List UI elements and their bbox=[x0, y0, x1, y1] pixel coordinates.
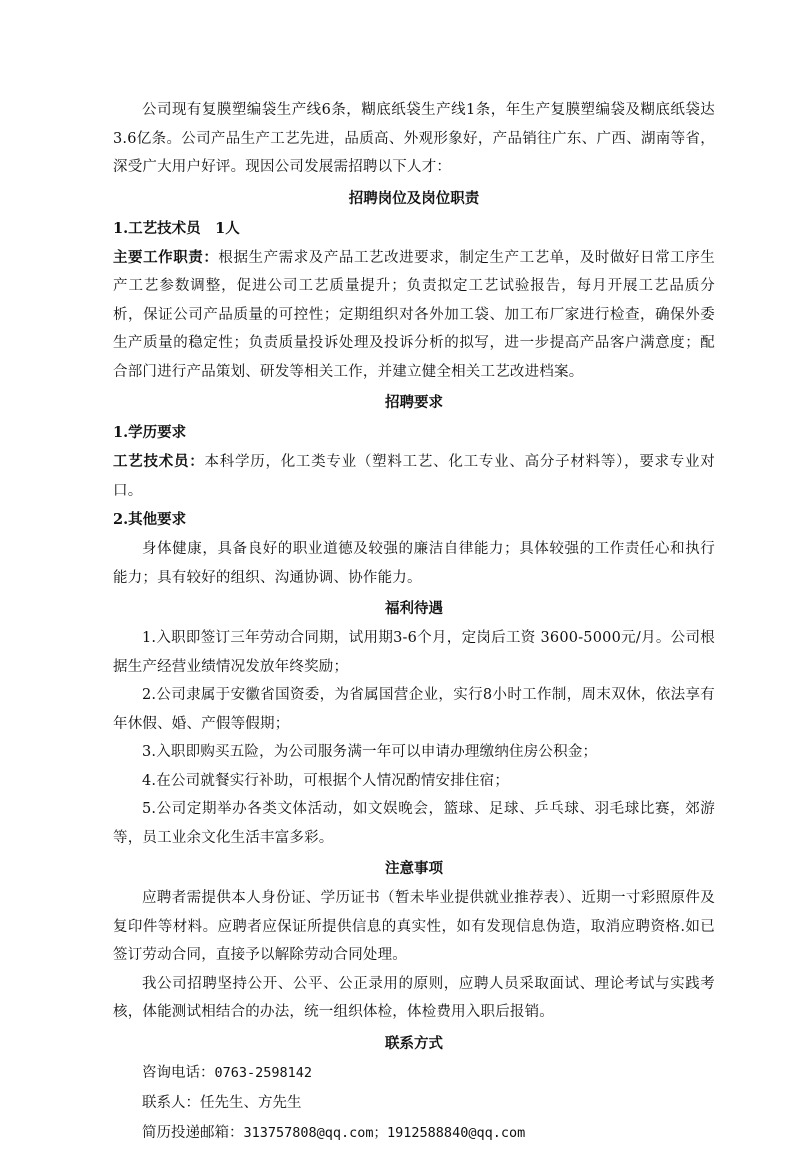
intro-paragraph: 公司现有复膜塑编袋生产线6条，糊底纸袋生产线1条，年生产复膜塑编袋及糊底纸袋达 3.6亿条。公司产品生产工艺先进，品质高、外观形象好，产品销往广东、广西、湖南等省，深受广大用户好评。现因公司发展需招聘以下人才： bbox=[113, 102, 715, 175]
benefit-item-4: 4.在公司就餐实行补助，可根据个人情况酌情安排住宿； bbox=[142, 772, 510, 789]
phone-label: 咨询电话： bbox=[142, 1064, 215, 1081]
duty-text: 根据生产需求及产品工艺改进要求，制定生产工艺单，及时做好日常工序生产工艺参数调整，促进公司工艺质量提升；负责拟定工艺试验报告，每月开展工艺品质分析，保证公司产品质量的可控性；定期组织对各外加工袋、加工布厂家进行检查，确保外委生产质量的稳定性；负责质量投诉处理及投诉分析的拟写，进一步提高产品客户满意度；配合部门进行产品策划、研发等相关工作，并建立健全相关工艺改进档案。 bbox=[113, 249, 715, 380]
contact-phone-line bbox=[113, 1059, 715, 1087]
notes-heading: 注意事项 bbox=[385, 860, 443, 877]
contact-heading: 联系方式 bbox=[385, 1034, 443, 1052]
benefit-item-5: 5.公司定期举办各类文体活动，如文娱晚会，篮球、足球、乒乓球、羽毛球比赛，郊游等，员工业余文化生活丰富多彩。 bbox=[113, 801, 715, 846]
contact-person-line bbox=[113, 1089, 715, 1117]
other-requirements-paragraph: 身体健康，具备良好的职业道德及较强的廉洁自律能力；具体较强的工作责任心和执行能力；具有较好的组织、沟通协调、协作能力。 bbox=[113, 541, 715, 586]
benefit-item-1: 1.入职即签订三年劳动合同期，试用期3-6个月，定岗后工资 3600-5000元/月。公司根据生产经营业绩情况发放年终奖励； bbox=[113, 630, 715, 675]
person-label: 联系人： bbox=[142, 1094, 200, 1111]
education-paragraph bbox=[113, 448, 715, 505]
education-text: 本科学历，化工类专业（塑料工艺、化工专业、高分子材料等），要求专业对口。 bbox=[113, 454, 715, 499]
person-value: 任先生、方先生 bbox=[200, 1094, 302, 1111]
job-duty-paragraph bbox=[113, 244, 715, 387]
contact-email-line bbox=[113, 1119, 715, 1147]
email-label: 简历投递邮箱： bbox=[142, 1124, 244, 1141]
benefits-heading: 福利待遇 bbox=[385, 600, 443, 617]
job-title: 1.工艺技术员 1人 bbox=[113, 219, 240, 237]
benefit-item-2: 2.公司隶属于安徽省国资委，为省属国营企业，实行8小时工作制，周末双休，依法享有年休假、婚、产假等假期； bbox=[113, 687, 715, 732]
notes-paragraph-1: 应聘者需提供本人身份证、学历证书（暂未毕业提供就业推荐表）、近期一寸彩照原件及复印件等材料。应聘者应保证所提供信息的真实性，如有发现信息伪造，取消应聘资格.如已签订劳动合同，直接予以解除劳动合同处理。 bbox=[113, 890, 715, 963]
education-title: 1.学历要求 bbox=[113, 424, 187, 441]
requirements-heading: 招聘要求 bbox=[385, 394, 443, 411]
duty-label: 主要工作职责： bbox=[113, 248, 219, 266]
positions-heading: 招聘岗位及岗位职责 bbox=[348, 189, 480, 207]
document-content bbox=[113, 96, 715, 1149]
benefit-item-3: 3.入职即购买五险，为公司服务满一年可以申请办理缴纳住房公积金； bbox=[142, 744, 598, 760]
education-label: 工艺技术员： bbox=[113, 453, 205, 470]
other-requirements-title: 2.其他要求 bbox=[113, 511, 187, 528]
email-value: 313757808@qq.com；1912588840@qq.com bbox=[243, 1124, 526, 1141]
phone-value: 0763-2598142 bbox=[214, 1064, 313, 1081]
notes-paragraph-2: 我公司招聘坚持公开、公平、公正录用的原则，应聘人员采取面试、理论考试与实践考核，体能测试相结合的办法，统一组织体检，体检费用入职后报销。 bbox=[113, 975, 715, 1020]
